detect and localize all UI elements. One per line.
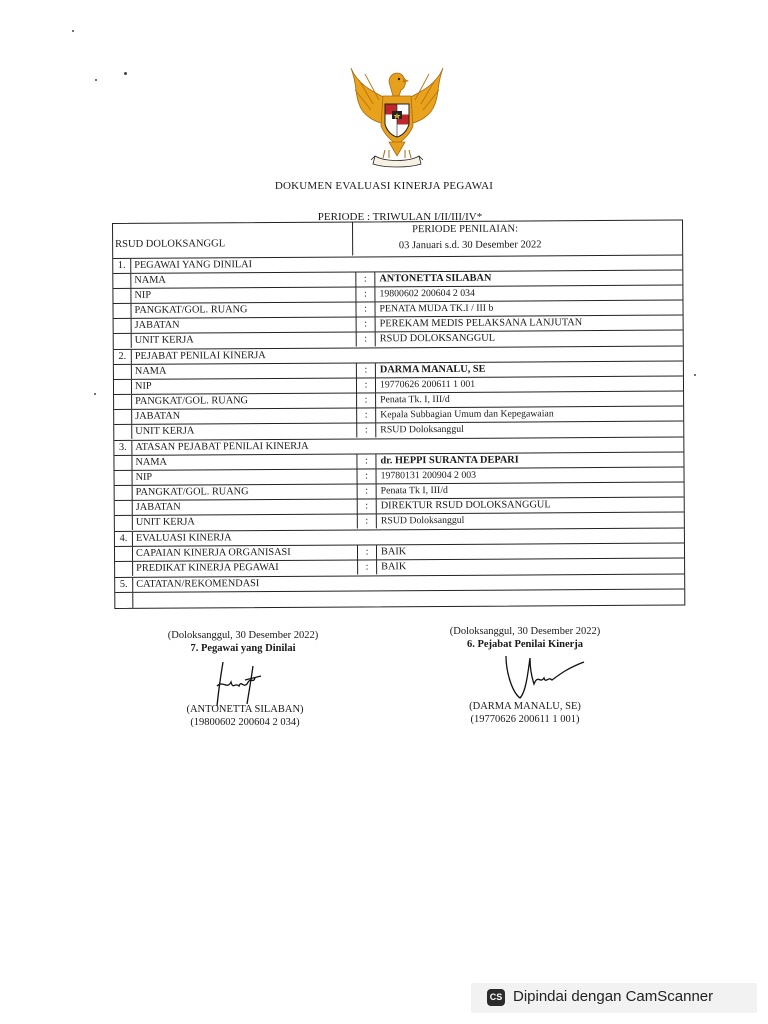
row-colon: : [356,393,376,407]
row-colon: : [357,499,377,513]
row-value: dr. HEPPI SURANTA DEPARI [380,454,519,467]
row-label: CAPAIAN KINERJA ORGANISASI [135,546,291,559]
signature-place-date: (Doloksanggul, 30 Desember 2022) [449,626,601,637]
row-label: JABATAN [134,319,180,331]
signature-scribble-right [500,648,590,706]
signature-role: 7. Pegawai yang Dinilai [190,643,296,654]
periode-penilaian-label: PERIODE PENILAIAN: [412,223,519,236]
row-label: PREDIKAT KINERJA PEGAWAI [136,561,279,574]
row-label: NIP [134,380,152,392]
section-title: EVALUASI KINERJA [135,532,232,544]
row-label: NIP [134,289,152,301]
row-colon: : [357,514,377,528]
row-label: JABATAN [135,410,181,422]
row-value: RSUD Doloksanggul [380,423,464,436]
signature-name-left [150,703,340,729]
section-title: PEGAWAI YANG DINILAI [134,259,253,271]
row-value: Penata Tk. I, III/d [380,393,450,406]
signature-name-right [430,700,620,726]
section-number: 2. [114,350,132,364]
row-colon: : [356,408,376,422]
section-number: 1. [113,259,131,273]
row-colon: : [355,287,375,301]
row-value: 19780131 200904 2 003 [380,469,477,482]
row-value: 19800602 200604 2 034 [379,287,476,300]
row-colon: : [356,332,376,346]
document-title: DOKUMEN EVALUASI KINERJA PEGAWAI [274,180,494,192]
header-divider [352,223,353,256]
signature-role: 6. Pejabat Penilai Kinerja [466,639,584,650]
row-value: ANTONETTA SILABAN [379,272,492,285]
row-value: BAIK [380,546,407,558]
section-number: 4. [115,532,133,546]
row-label: PANGKAT/GOL. RUANG [135,486,249,498]
row-label: JABATAN [135,501,181,513]
row-label: NIP [135,471,153,483]
institution-label: RSUD DOLOKSANGGL [115,238,226,250]
row-label: UNIT KERJA [134,334,194,346]
section-number: 3. [114,441,132,455]
periode-line: PERIODE : TRIWULAN I/II/III/IV* [317,211,483,223]
evaluation-table [112,220,685,609]
row-value: 19770626 200611 1 001 [379,378,476,391]
garuda-emblem-icon [349,64,445,172]
section-title: ATASAN PEJABAT PENILAI KINERJA [135,440,309,453]
row-value: RSUD Doloksanggul [380,514,465,527]
signature-place-date: (Doloksanggul, 30 Desember 2022) [167,630,319,641]
row-colon: : [355,302,375,316]
row-colon: : [357,484,377,498]
row-value: PENATA MUDA TK.I / III b [379,302,494,315]
row-colon: : [356,317,376,331]
notes-row [115,589,684,608]
row-label: UNIT KERJA [135,425,195,437]
signature-nip: (19800602 200604 2 034) [190,717,300,728]
row-colon: : [356,423,376,437]
row-label: UNIT KERJA [135,516,195,528]
row-colon: : [356,363,376,377]
section-title: CATATAN/REKOMENDASI [136,578,260,590]
row-colon: : [355,272,375,286]
row-value: DARMA MANALU, SE [379,363,486,376]
row-colon: : [357,560,377,574]
row-label: NAMA [135,456,167,468]
row-label: PANGKAT/GOL. RUANG [135,395,249,407]
signature-name: (ANTONETTA SILABAN) [186,704,304,715]
row-colon: : [356,454,376,468]
camscanner-text: Dipindai dengan CamScanner [513,988,714,1005]
row-value: PEREKAM MEDIS PELAKSANA LANJUTAN [379,317,583,330]
row-colon: : [356,378,376,392]
row-label: NAMA [134,365,167,377]
row-colon: : [357,469,377,483]
row-value: BAIK [381,561,407,573]
section-title: PEJABAT PENILAI KINERJA [134,350,266,362]
camscanner-watermark [471,983,757,1013]
row-colon: : [357,545,377,559]
signature-nip: (19770626 200611 1 001) [470,714,580,725]
section-number: 5. [115,578,133,592]
row-value: DIREKTUR RSUD DOLOKSANGGUL [380,499,551,512]
row-value: Penata Tk I, III/d [380,484,448,497]
row-label: NAMA [134,274,166,286]
row-value: RSUD DOLOKSANGGUL [379,332,496,345]
periode-penilaian-range: 03 Januari s.d. 30 Desember 2022 [398,239,542,252]
camscanner-logo-icon: CS [487,989,505,1006]
row-value: Kepala Subbagian Umum dan Kepegawaian [380,408,554,421]
signature-block-left [148,629,338,655]
row-label: PANGKAT/GOL. RUANG [134,304,248,316]
signature-name: (DARMA MANALU, SE) [469,701,581,712]
